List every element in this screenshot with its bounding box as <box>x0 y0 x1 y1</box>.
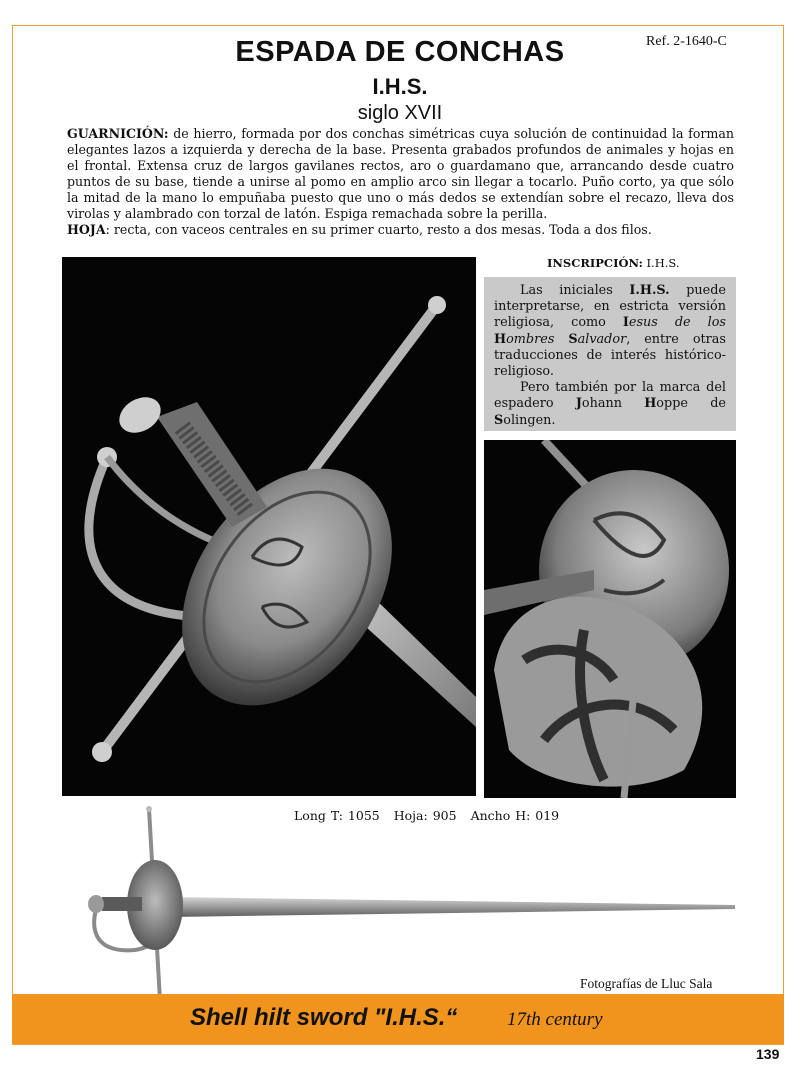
reference-number: Ref. 2-1640-C <box>646 34 727 49</box>
full-sword-drawing <box>80 805 740 1005</box>
hoja-paragraph <box>67 222 734 238</box>
total-length: Long T: 1055 <box>294 808 380 823</box>
guarnicion-text: de hierro, formada por dos conchas simétricas cuya solución de continuidad la forman elegantes lazos a izquierda y derecha de la base. Presenta grabados profundos de animales y hojas en el frontal. Extensa cruz de largos gavilanes rectos, aro o guardamano que, arrancando desde cuatro puntos de su base, tiende a unirse al pomo en amplio arco sin llegar a tocarlo. Puño corto, ya que sólo la mitad de la mano lo empuñaba puesto que uno o más dedos se extendían sobre el recazo, lleva dos virolas y alambrado con torzal de latón. Espiga remachada sobre la perilla. <box>67 126 734 221</box>
inscription <box>547 256 680 270</box>
shell-detail-drawing <box>484 440 736 798</box>
note-box <box>484 277 736 431</box>
full-sword-photo <box>80 805 740 1005</box>
note-bold: I <box>622 315 629 331</box>
guarnicion-paragraph <box>67 126 734 222</box>
page-subtitle: I.H.S. <box>372 74 428 99</box>
note-bold: I.H.S. <box>629 283 670 298</box>
hoja-label: HOJA <box>67 222 106 237</box>
photo-credit: Fotografías de Lluc Sala <box>580 976 713 991</box>
description <box>67 126 734 238</box>
hoja-text: : recta, con vaceos centrales en su primer cuarto, resto a dos mesas. Toda a dos filos. <box>105 222 652 237</box>
note-paragraph-2 <box>494 380 726 429</box>
note-text: oppe de <box>656 396 726 412</box>
page-number: 139 <box>756 1046 780 1062</box>
english-title: Shell hilt sword "I.H.S.“ <box>190 1004 458 1031</box>
shell-detail-photo <box>484 440 736 798</box>
note-paragraph-1 <box>494 283 726 380</box>
note-bold: S <box>568 331 578 347</box>
note-text: puede interpretarse, en estricta versión religiosa, como <box>494 283 726 331</box>
inscription-label: INSCRIPCIÓN: <box>547 256 643 270</box>
guarnicion-label: GUARNICIÓN: <box>67 126 169 141</box>
inscription-value: I.H.S. <box>642 256 680 270</box>
note-italic: alvador <box>577 331 627 347</box>
english-century: 17th century <box>507 1009 603 1030</box>
blade-width: Ancho H: 019 <box>470 808 560 823</box>
century-label: siglo XVII <box>357 102 443 124</box>
note-text: , entre otras traducciones de interés histórico-religioso. <box>494 331 726 380</box>
note-italic: ombres <box>506 331 569 347</box>
page-title: ESPADA DE CONCHAS <box>235 36 565 68</box>
note-bold: H <box>644 396 657 412</box>
note-italic: esus de los <box>628 315 726 331</box>
blade-length: Hoja: 905 <box>393 808 457 823</box>
note-text: olingen. <box>503 412 556 428</box>
hilt-photo-drawing <box>62 257 476 796</box>
note-text: ohann <box>581 396 645 412</box>
note-text: Pero también por la marca del espadero <box>494 380 726 412</box>
note-bold: S <box>494 412 504 428</box>
note-bold: H <box>494 331 507 347</box>
note-bold: J <box>575 396 582 412</box>
hilt-photo <box>62 257 476 796</box>
note-text: Las iniciales <box>520 283 630 298</box>
